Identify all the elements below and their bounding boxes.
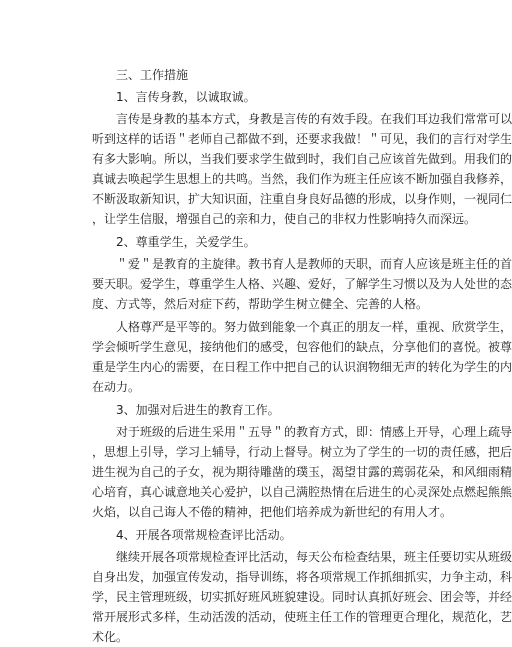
subheading: 2、尊重学生，关爱学生。 <box>116 235 256 249</box>
paragraph-line: 要天职。爱学生，尊重学生人格、兴趣、爱好，了解学生习惯以及为人处世的态 <box>92 277 512 291</box>
paragraph-line: 术化。 <box>92 630 129 644</box>
paragraph-line: 重是学生内心的需要，在日程工作中把自己的认识润物细无声的转化为学生的内 <box>92 360 512 374</box>
paragraph-line: 度、方式等，然后对症下药，帮助学生树立健全、完善的人格。 <box>92 297 429 311</box>
paragraph-line: 人格尊严是平等的。努力做到能象一个真正的朋友一样，重视、欣赏学生， <box>116 320 512 334</box>
paragraph-line: ，让学生信服，增强自己的亲和力，使自己的非权力性影响持久而深远。 <box>92 212 477 226</box>
paragraph-line: 常开展形式多样，生动活泼的活动，使班主任工作的管理更合理化，规范化，艺 <box>92 610 512 624</box>
subheading: 3、加强对后进生的教育工作。 <box>116 403 280 417</box>
subheading: 4、开展各项常规检查评比活动。 <box>116 528 292 542</box>
paragraph-line: ＂爱＂是教育的主旋律。教书育人是教师的天职，而育人应该是班主任的首 <box>116 257 512 271</box>
paragraph-line: 心培育，真心诚意地关心爱护，以自己满腔热情在后进生的心灵深处点燃起熊熊 <box>92 485 512 499</box>
paragraph-line: 在动力。 <box>92 380 141 394</box>
paragraph-line: 对于班级的后进生采用＂五导＂的教育方式，即：情感上开导，心理上疏导 <box>116 425 512 439</box>
paragraph-line: ，思想上引导，学习上辅导，行动上督导。树立为了学生的一切的责任感，把后 <box>92 445 512 459</box>
paragraph-line: 进生视为自己的子女，视为期待雕凿的璞玉，渴望甘露的蔫弱花朵，和风细雨精 <box>92 465 512 479</box>
paragraph-line: 学会倾听学生意见，接纳他们的感受，包容他们的缺点，分享他们的喜悦。被尊 <box>92 340 512 354</box>
paragraph-line: 继续开展各项常规检查评比活动，每天公布检查结果，班主任要切实从班级 <box>116 550 512 564</box>
paragraph-line: 听到这样的话语＂老师自己都做不到，还要求我做！＂可见，我们的言行对学生 <box>92 132 512 146</box>
paragraph-line: 不断汲取新知识，扩大知识面，注重自身良好品德的形成，以身作则，一视同仁 <box>92 192 512 206</box>
paragraph-line: 学，民主管理班级，切实抓好班风班貌建设。同时认真抓好班会、团会等，并经 <box>92 590 512 604</box>
paragraph-line: 真诚去唤起学生思想上的共鸣。当然，我们作为班主任应该不断加强自我修养， <box>92 172 512 186</box>
section-heading: 三、工作措施 <box>116 68 189 82</box>
subheading: 1、言传身教，以诚取诚。 <box>116 90 256 104</box>
paragraph-line: 火焰，以自己诲人不倦的精神，把他们培养成为新世纪的有用人才。 <box>92 505 453 519</box>
paragraph-line: 自身出发，加强宣传发动，指导训练，将各项常规工作抓细抓实，力争主动，科 <box>92 570 512 584</box>
paragraph-line: 言传是身教的基本方式，身教是言传的有效手段。在我们耳边我们常常可以 <box>116 112 512 126</box>
paragraph-line: 有多大影响。所以，当我们要求学生做到时，我们自己应该首先做到。用我们的 <box>92 152 512 166</box>
